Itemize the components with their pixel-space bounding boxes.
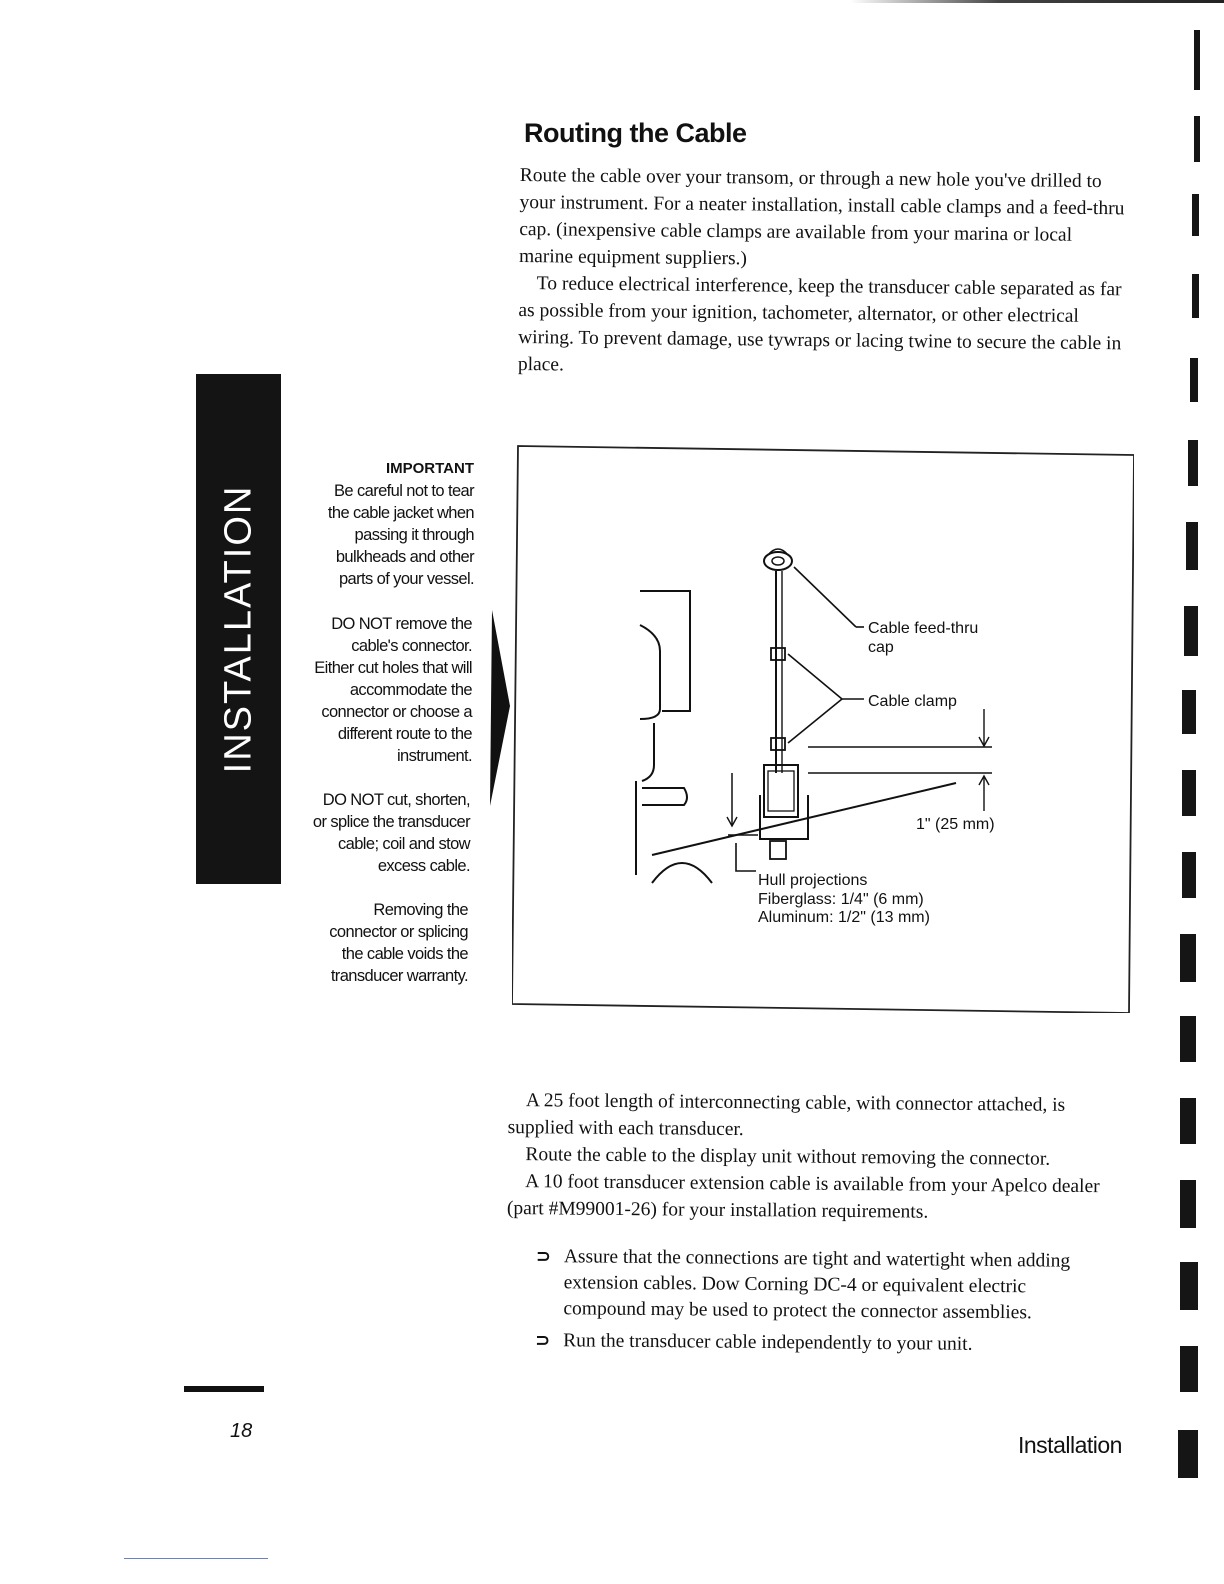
footer-marker-bar <box>184 1386 264 1392</box>
note-line: Either cut holes that will <box>314 659 472 677</box>
bottom-rule <box>124 1558 268 1559</box>
tip-item <box>535 1244 1096 1327</box>
label-aluminum: Aluminum: 1/2" (13 mm) <box>758 909 930 926</box>
edge-tab-mark <box>1182 690 1196 734</box>
warranty-note <box>290 899 468 987</box>
edge-tab-mark <box>1188 440 1198 486</box>
edge-tab-mark <box>1180 1098 1196 1144</box>
transom-outline <box>640 591 690 711</box>
note-line: accommodate the <box>349 681 472 699</box>
side-tab-label: INSTALLATION <box>217 484 259 774</box>
edge-tab-mark <box>1180 1016 1196 1062</box>
note-line: or splice the transducer <box>312 813 470 831</box>
tip-item <box>535 1328 1095 1359</box>
section-side-tab <box>196 374 281 884</box>
bullet-arrow-icon: ⊃ <box>535 1245 552 1268</box>
tip-text: Assure that the connections are tight and watertight when adding extension cables. Dow Corning DC-4 or equivalent electric compound may be used to protect the connector assemblies. <box>563 1246 1071 1324</box>
edge-tab-mark <box>1194 116 1200 162</box>
edge-tab-mark <box>1178 1430 1198 1478</box>
note-line: DO NOT cut, shorten, <box>322 791 470 809</box>
note-line: DO NOT remove the <box>331 615 472 633</box>
cable-routing-diagram <box>512 443 1134 1013</box>
note-line: different route to the <box>337 725 472 743</box>
note-line: the cable voids the <box>341 945 468 963</box>
note-line: cable's connector. <box>351 637 472 655</box>
transom-lower <box>642 723 654 781</box>
label-gap: 1" (25 mm) <box>916 816 995 833</box>
intro-paragraph-2: To reduce electrical interference, keep the transducer cable separated as far as possible from your ignition, tachometer, alternator, or other electrical wiring. To prevent damage, use tywraps or lacing twine to secure the cable in place. <box>517 273 1122 376</box>
important-title: IMPORTANT <box>385 460 474 477</box>
tips-list <box>535 1244 1096 1365</box>
leader-clamp-lower <box>788 699 842 743</box>
important-line: the cable jacket when <box>327 504 474 522</box>
transom-inner <box>640 625 660 719</box>
edge-tab-mark <box>1192 274 1199 318</box>
edge-tab-mark <box>1180 1346 1198 1392</box>
transducer-foot <box>770 841 786 859</box>
transducer-bracket <box>764 765 798 817</box>
do-not-cut-note <box>290 789 470 877</box>
footer-section-name: Installation <box>1018 1432 1122 1458</box>
leader-feed-thru <box>794 567 856 627</box>
label-hull: Hull projections <box>758 872 868 889</box>
edge-tab-mark <box>1194 30 1200 90</box>
important-note <box>296 458 474 590</box>
body-paragraph-2: Route the cable to the display unit without removing the connector. <box>525 1144 1051 1170</box>
edge-tab-mark <box>1180 1180 1196 1228</box>
important-line: passing it through <box>354 526 474 544</box>
body-paragraph-1: A 25 foot length of interconnecting cable, with connector attached, is supplied with each transducer. <box>507 1090 1066 1141</box>
note-line: transducer warranty. <box>330 967 468 985</box>
section-heading: Routing the Cable <box>524 118 747 148</box>
cable-clamp-upper <box>771 648 785 660</box>
cable-length-text <box>507 1087 1128 1227</box>
label-feed-thru-2: cap <box>868 639 894 656</box>
intro-text <box>518 162 1130 384</box>
edge-tab-mark <box>1186 522 1198 570</box>
important-line: parts of your vessel. <box>338 570 474 588</box>
body-paragraph-3: A 10 foot transducer extension cable is available from your Apelco dealer (part #M99001-26) for your installation requirements. <box>506 1171 1100 1223</box>
page-number: 18 <box>230 1420 253 1442</box>
note-line: excess cable. <box>377 857 470 875</box>
important-line: Be careful not to tear <box>334 482 474 500</box>
edge-tab-mark <box>1182 852 1196 898</box>
note-line: instrument. <box>396 747 472 765</box>
leader-clamp-upper <box>788 654 842 699</box>
note-line: connector or splicing <box>329 923 468 941</box>
label-feed-thru-1: Cable feed-thru <box>868 620 979 637</box>
label-fiberglass: Fiberglass: 1/4" (6 mm) <box>758 891 924 908</box>
top-edge-rule <box>850 0 1224 3</box>
edge-tab-mark <box>1192 194 1199 236</box>
callout-pointer-arrow <box>488 610 514 815</box>
note-line: connector or choose a <box>321 703 472 721</box>
note-line: Removing the <box>373 901 468 919</box>
leader-hull <box>736 843 756 871</box>
intro-paragraph-1: Route the cable over your transom, or through a new hole you've drilled to your instrument. For a neater installation, install cable clamps and a feed-thru cap. (inexpensive cable clamps are available from your marina or local marine equipment suppliers.) <box>518 164 1125 270</box>
important-line: bulkheads and other <box>335 548 474 566</box>
cable-clamp-lower <box>771 738 785 750</box>
do-not-remove-note <box>296 613 472 767</box>
note-line: cable; coil and stow <box>338 835 470 853</box>
edge-tab-mark <box>1180 1262 1198 1310</box>
hull-bottom-line <box>652 783 956 855</box>
transom-step <box>642 788 687 805</box>
diagram-svg <box>512 443 1134 1013</box>
edge-tab-mark <box>1190 358 1198 402</box>
label-clamp: Cable clamp <box>868 693 957 710</box>
edge-tab-mark <box>1180 934 1196 982</box>
hull-curve <box>652 863 712 883</box>
edge-tab-mark <box>1184 606 1198 656</box>
bullet-arrow-icon: ⊃ <box>535 1329 551 1352</box>
edge-tab-mark <box>1182 770 1196 816</box>
diagram-border <box>512 446 1134 1013</box>
tip-text: Run the transducer cable independently to your unit. <box>563 1330 973 1355</box>
